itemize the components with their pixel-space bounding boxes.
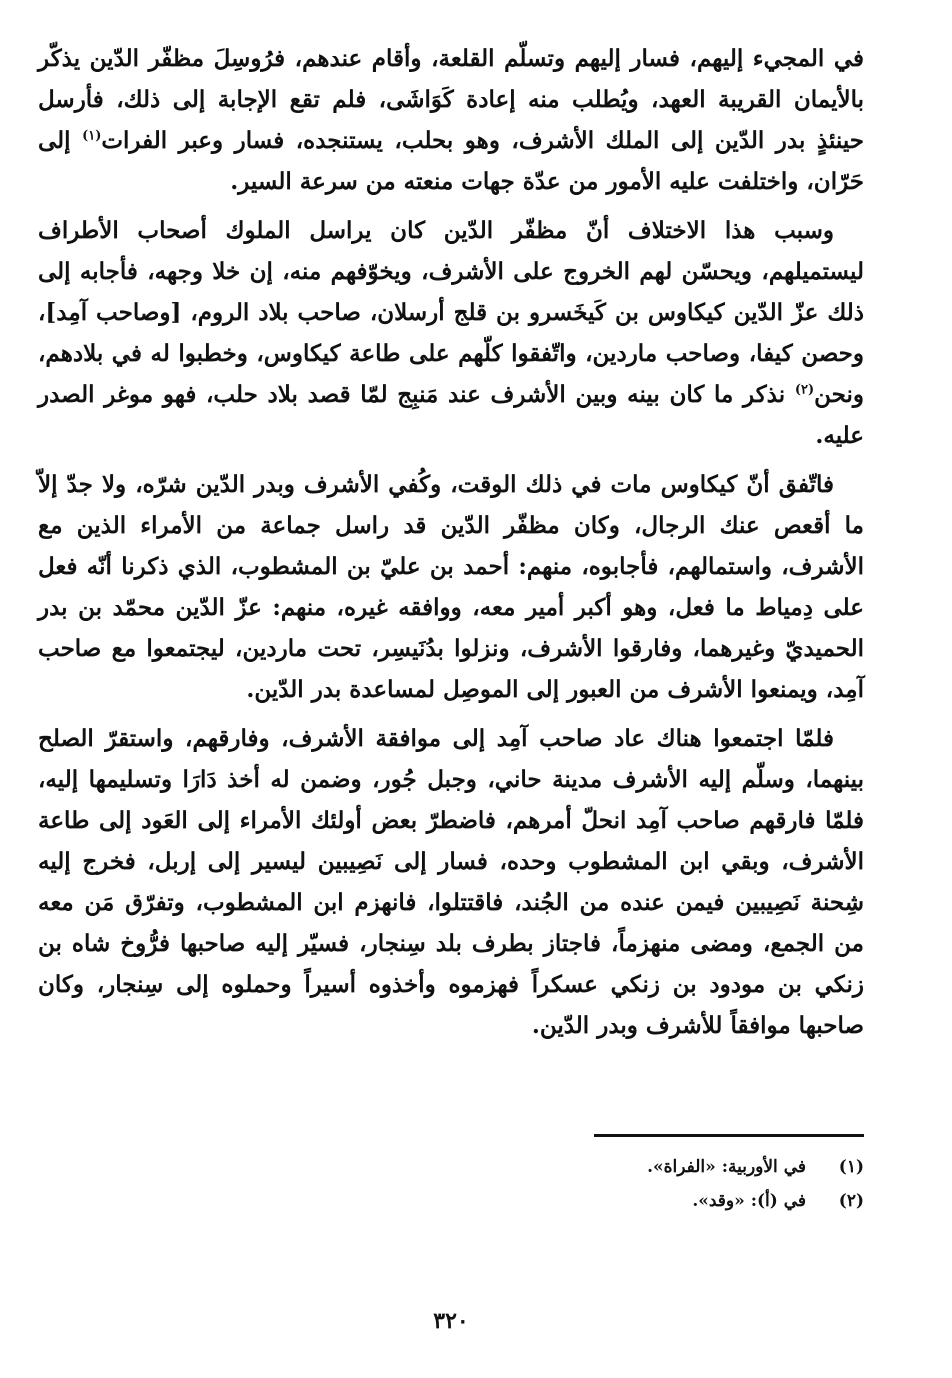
footnotes [38, 1150, 864, 1218]
footnote-2 [38, 1184, 864, 1218]
page-number: ٣٢٠ [433, 1308, 469, 1334]
footnote-1-number: (١) [838, 1157, 864, 1177]
footnote-ref-2: (٢) [794, 382, 815, 398]
paragraph-2-text-a: وسبب هذا الاختلاف أنّ مظفّر الدّين كان يراسل الملوك أصحاب الأطراف ليستميلهم، ويحسّن لهم الخروج على الأشرف، ويخوّفهم منه، إن خلا وجهه، فأجابه إلى ذلك عزّ الدّين كيكاوس بن كَيخَسرو بن قلج أرسلان، صاحب بلاد الروم، [وصاحب آمِد]، وحصن كيفا، وصاحب ماردين، واتّفقوا كلّهم على طاعة كيكاوس، وخطبوا له في بلادهم، ونحن [38, 217, 864, 408]
paragraph-3: فاتّفق أنّ كيكاوس مات في ذلك الوقت، وكُفي الأشرف وبدر الدّين شرّه، ولا جدّ إلاّ ما أقعص عنك الرجال، وكان مظفّر الدّين قد راسل جماعة من الأمراء الذين مع الأشرف، واستمالهم، فأجابوه، منهم: أحمد بن عليّ بن المشطوب، الذي ذكرنا أنّه فعل على دِمياط ما فعل، وهو أكبر أمير معه، ووافقه غيره، منهم: عزّ الدّين محمّد بن بدر الحميديّ وغيرهما، وفارقوا الأشرف، ونزلوا بدُنَيسِر، تحت ماردين، ليجتمعوا مع صاحب آمِد، ويمنعوا الأشرف من العبور إلى الموصِل لمساعدة بدر الدّين. [38, 471, 864, 703]
book-page [38, 38, 864, 1358]
paragraph-2-text-b: نذكر ما كان بينه وبين الأشرف عند مَنبِج لمّا قصد بلاد حلب، فهو موغر الصدر عليه. [38, 381, 864, 449]
footnote-ref-1: (١) [82, 128, 102, 144]
paragraph-1 [38, 38, 864, 202]
footnote-2-text: في (أ): «وقد». [692, 1191, 806, 1211]
paragraph-1-text-b: إلى حَرّان، واختلفت عليه الأمور من عدّة جهات منعته من سرعة السير. [38, 127, 864, 195]
footnote-1 [38, 1150, 864, 1184]
footnote-separator [594, 1134, 864, 1137]
footnote-1-text: في الأوربية: «الفراة». [647, 1157, 806, 1177]
paragraph-1-text-a: في المجيء إليهم، فسار إليهم وتسلّم القلعة، وأقام عندهم، فرُوسِلَ مظفّر الدّين يذكّر بالأيمان القريبة العهد، ويُطلب منه إعادة كَوَاشَى، فلم تقع الإجابة إلى ذلك، فأرسل حينئذٍ بدر الدّين إلى الملك الأشرف، وهو بحلب، يستنجده، فسار وعبر الفرات [38, 45, 865, 154]
paragraph-2 [38, 210, 864, 456]
paragraph-4: فلمّا اجتمعوا هناك عاد صاحب آمِد إلى موافقة الأشرف، وفارقهم، واستقرّ الصلح بينهما، وسلّم إليه الأشرف مدينة حاني، وجبل جُور، وضمن له أخذ دَارَا وتسليمها إليه، فلمّا فارقهم صاحب آمِد انحلّ أمرهم، فاضطرّ بعض أولئك الأمراء إلى العَود إلى طاعة الأشرف، وبقي ابن المشطوب وحده، فسار إلى نَصِيبين ليسير إلى إربل، فخرج إليه شِحنة نَصِيبين فيمن عنده من الجُند، فاقتتلوا، فانهزم ابن المشطوب، وتفرّق مَن معه من الجمع، ومضى منهزماً، فاجتاز بطرف بلد سِنجار، فسيّر إليه صاحبها فرُّوخ شاه بن زنكي بن مودود بن زنكي عسكراً فهزموه وأخذوه أسيراً وحملوه إلى سِنجار، وكان صاحبها موافقاً للأشرف وبدر الدّين. [38, 725, 864, 1039]
footnote-2-number: (٢) [838, 1191, 864, 1211]
